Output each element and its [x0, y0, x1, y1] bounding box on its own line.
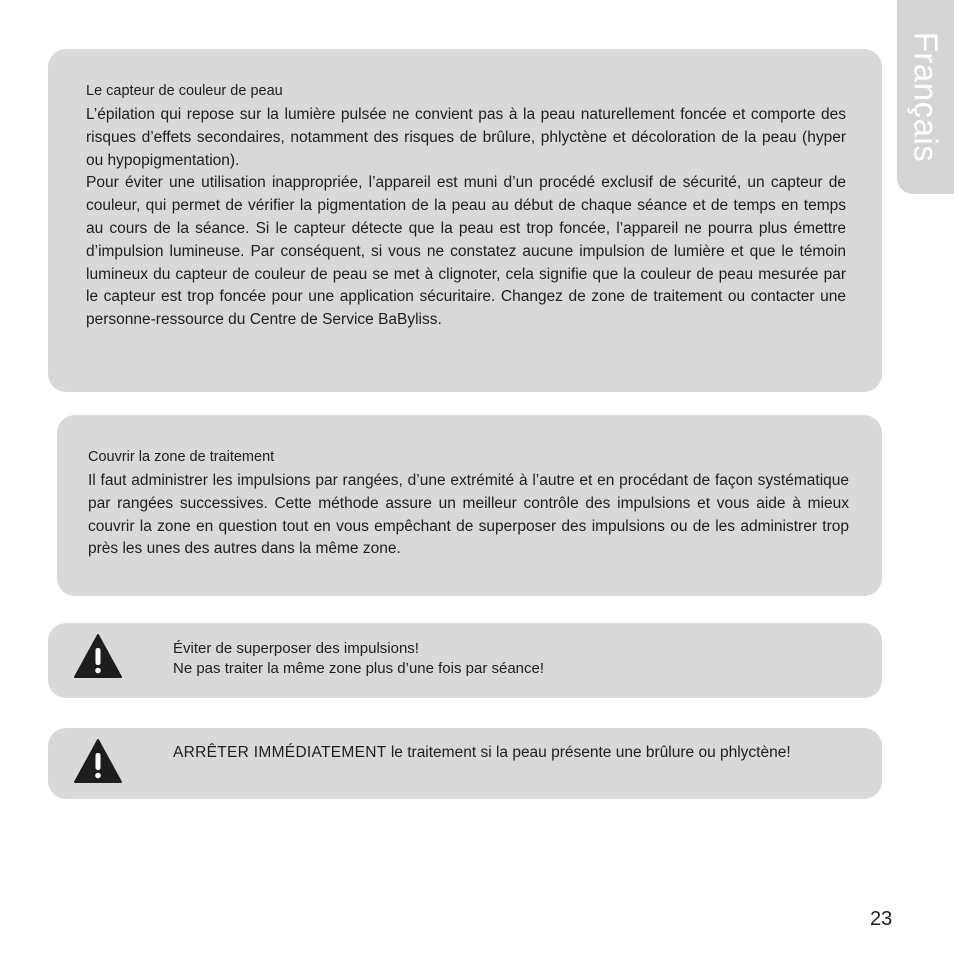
- overlap-warning-text: Ne pas traiter la même zone plus d’une fois par séance!: [173, 660, 545, 677]
- language-tab: [897, 0, 954, 194]
- page-number: 23: [870, 908, 893, 930]
- cover-zone-title: Couvrir la zone de traitement: [88, 449, 275, 465]
- overlap-warning-title: Éviter de superposer des impulsions!: [173, 640, 419, 657]
- skin-sensor-title: Le capteur de couleur de peau: [86, 83, 283, 99]
- language-tab-label-wrap: [897, 0, 954, 194]
- language-tab-label: Français: [907, 31, 945, 163]
- skin-sensor-paragraph-2: Pour éviter une utilisation inappropriée, l’appareil est muni d’un procédé exclusif de sécurité, un capteur de couleur, qui permet de vérifier la pigmentation de la peau au début de chaque séance et de temps en temps au cours de la séance. Si le capteur détecte que la peau est trop foncée, l’appareil ne pourra plus émettre d’impulsion lumineuse. Par conséquent, si vous ne constatez aucune impulsion de lumière et que le témoin lumineux du capteur de couleur de peau se met à clignoter, cela signifie que la couleur de peau mesurée par le capteur est trop foncée pour une application sécuritaire. Changez de zone de traitement ou contacter une personne-ressource du Centre de Service BaByliss.: [86, 174, 846, 329]
- warning-icon: [73, 738, 123, 784]
- stop-warning-text: [173, 741, 849, 764]
- stop-warning-caps: ARRÊTER IMMÉDIATEMENT: [173, 744, 387, 761]
- warning-icon: [73, 633, 123, 679]
- overlap-warning-panel: [48, 623, 882, 698]
- skin-sensor-panel: [48, 49, 882, 392]
- stop-warning-panel: [48, 728, 882, 799]
- cover-zone-panel: [57, 415, 882, 596]
- stop-warning-rest: le traitement si la peau présente une brûlure ou phlyctène!: [386, 744, 791, 761]
- cover-zone-paragraph: Il faut administrer les impulsions par rangées, d’une extrémité à l’autre et en procédant de façon systématique par rangées successives. Cette méthode assure un meilleur contrôle des impulsions et vous aide à mieux couvrir la zone en question tout en vous empêchant de superposer des impulsions ou de les administrer trop près les unes des autres dans la même zone.: [88, 472, 849, 558]
- skin-sensor-paragraph-1: L’épilation qui repose sur la lumière pulsée ne convient pas à la peau naturellement foncée et comporte des risques d’effets secondaires, notamment des risques de brûlure, phlyctène et décoloration de la peau (hyper ou hypopigmentation).: [86, 106, 846, 169]
